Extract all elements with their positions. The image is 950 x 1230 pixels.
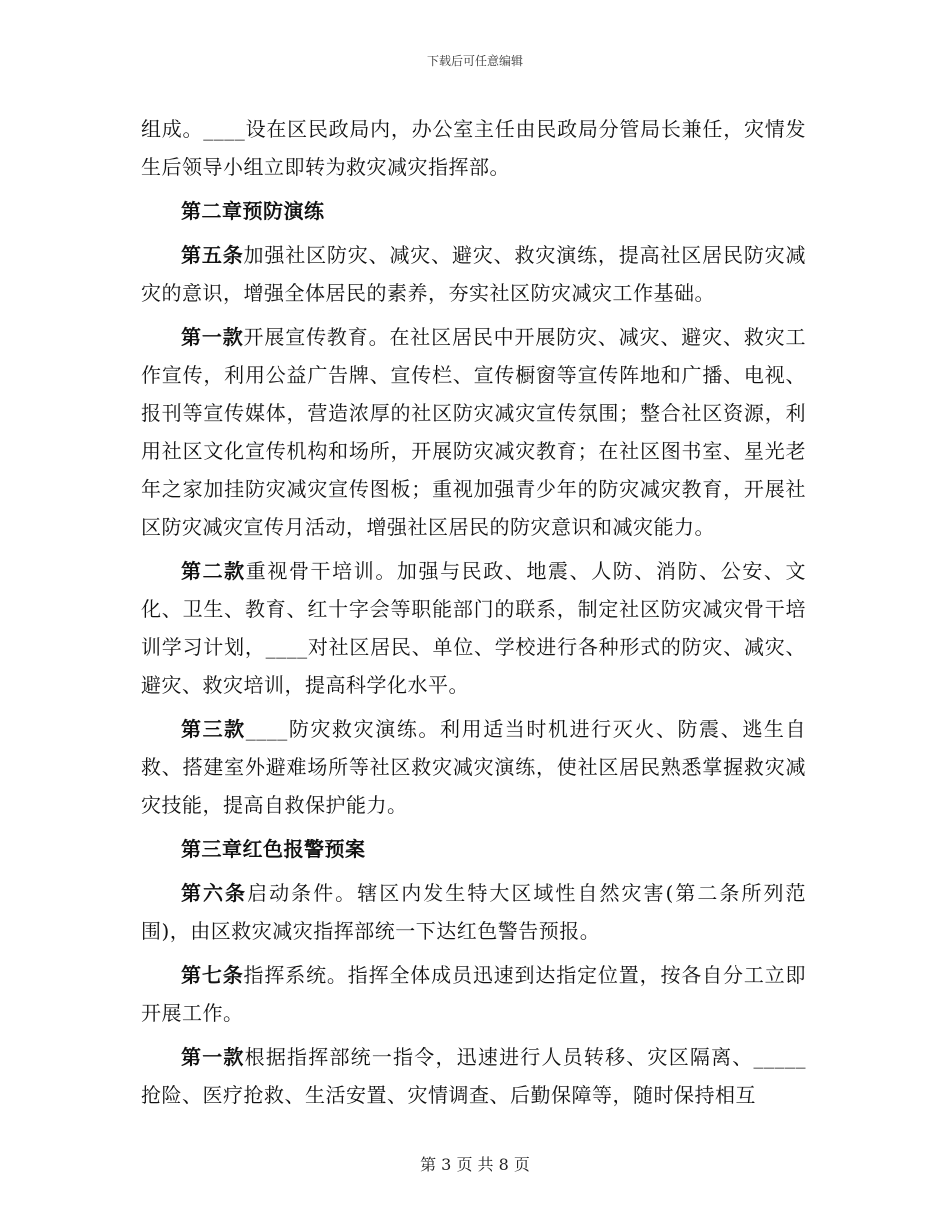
paragraph-text: 组成。____设在区民政局内，办公室主任由民政局分管局长兼任，灾情发生后领导小组立即转为救灾减灾指挥部。 — [141, 117, 806, 179]
chapter-heading-2 — [141, 192, 806, 230]
clause-text: 开展宣传教育。在社区居民中开展防灾、减灾、避灾、救灾工作宣传，利用公益广告牌、宣传栏、宣传橱窗等宣传阵地和广播、电视、报刊等宣传媒体，营造浓厚的社区防灾减灾宣传氛围；整合社区资源，利用社区文化宣传机构和场所，开展防灾减灾教育；在社区图书室、星光老年之家加挂防灾减灾宣传图板；重视加强青少年的防灾减灾教育，开展社区防灾减灾宣传月活动，增强社区居民的防灾意识和减灾能力。 — [141, 325, 807, 539]
article-label: 第五条 — [181, 243, 244, 267]
page-number: 第 3 页 共 8 页 — [420, 1155, 530, 1174]
article-7 — [141, 956, 806, 1032]
clause-text: ____防灾救灾演练。利用适当时机进行灭火、防震、逃生自救、搭建室外避难场所等社区救灾减灾演练，使社区居民熟悉掌握救灾减灾技能，提高自救保护能力。 — [141, 717, 807, 817]
clause-text: 根据指挥部统一指令，迅速进行人员转移、灾区隔离、_____抢险、医疗抢救、生活安置、灾情调查、后勤保障等，随时保持相互 — [141, 1045, 807, 1107]
clause-3-drill — [141, 710, 806, 824]
chapter-title: 第二章预防演练 — [181, 199, 325, 223]
clause-1-command — [141, 1038, 806, 1114]
document-body — [141, 110, 806, 1114]
clause-label: 第一款 — [181, 1045, 245, 1069]
article-text: 指挥系统。指挥全体成员迅速到达指定位置，按各自分工立即开展工作。 — [141, 963, 807, 1025]
article-6 — [141, 874, 806, 950]
clause-2-training — [141, 552, 806, 704]
clause-label: 第一款 — [181, 325, 244, 349]
clause-label: 第二款 — [181, 559, 246, 583]
clause-text: 重视骨干培训。加强与民政、地震、人防、消防、公安、文化、卫生、教育、红十字会等职能部门的联系，制定社区防灾减灾骨干培训学习计划，____对社区居民、单位、学校进行各种形式的防灾、减灾、避灾、救灾培训，提高科学化水平。 — [141, 559, 807, 697]
page-header: 下载后可任意编辑 — [426, 54, 523, 68]
chapter-heading-3 — [141, 830, 806, 868]
article-text: 启动条件。辖区内发生特大区域性自然灾害(第二条所列范围)，由区救灾减灾指挥部统一下达红色警告预报。 — [141, 881, 806, 943]
article-label: 第七条 — [181, 963, 244, 987]
paragraph-continuation — [141, 110, 806, 186]
clause-1-publicity — [141, 318, 806, 546]
article-label: 第六条 — [181, 881, 248, 905]
chapter-title: 第三章红色报警预案 — [181, 837, 366, 861]
clause-label: 第三款 — [181, 717, 246, 741]
article-5 — [141, 236, 806, 312]
article-text: 加强社区防灾、减灾、避灾、救灾演练，提高社区居民防灾减灾的意识，增强全体居民的素养，夯实社区防灾减灾工作基础。 — [141, 243, 807, 305]
